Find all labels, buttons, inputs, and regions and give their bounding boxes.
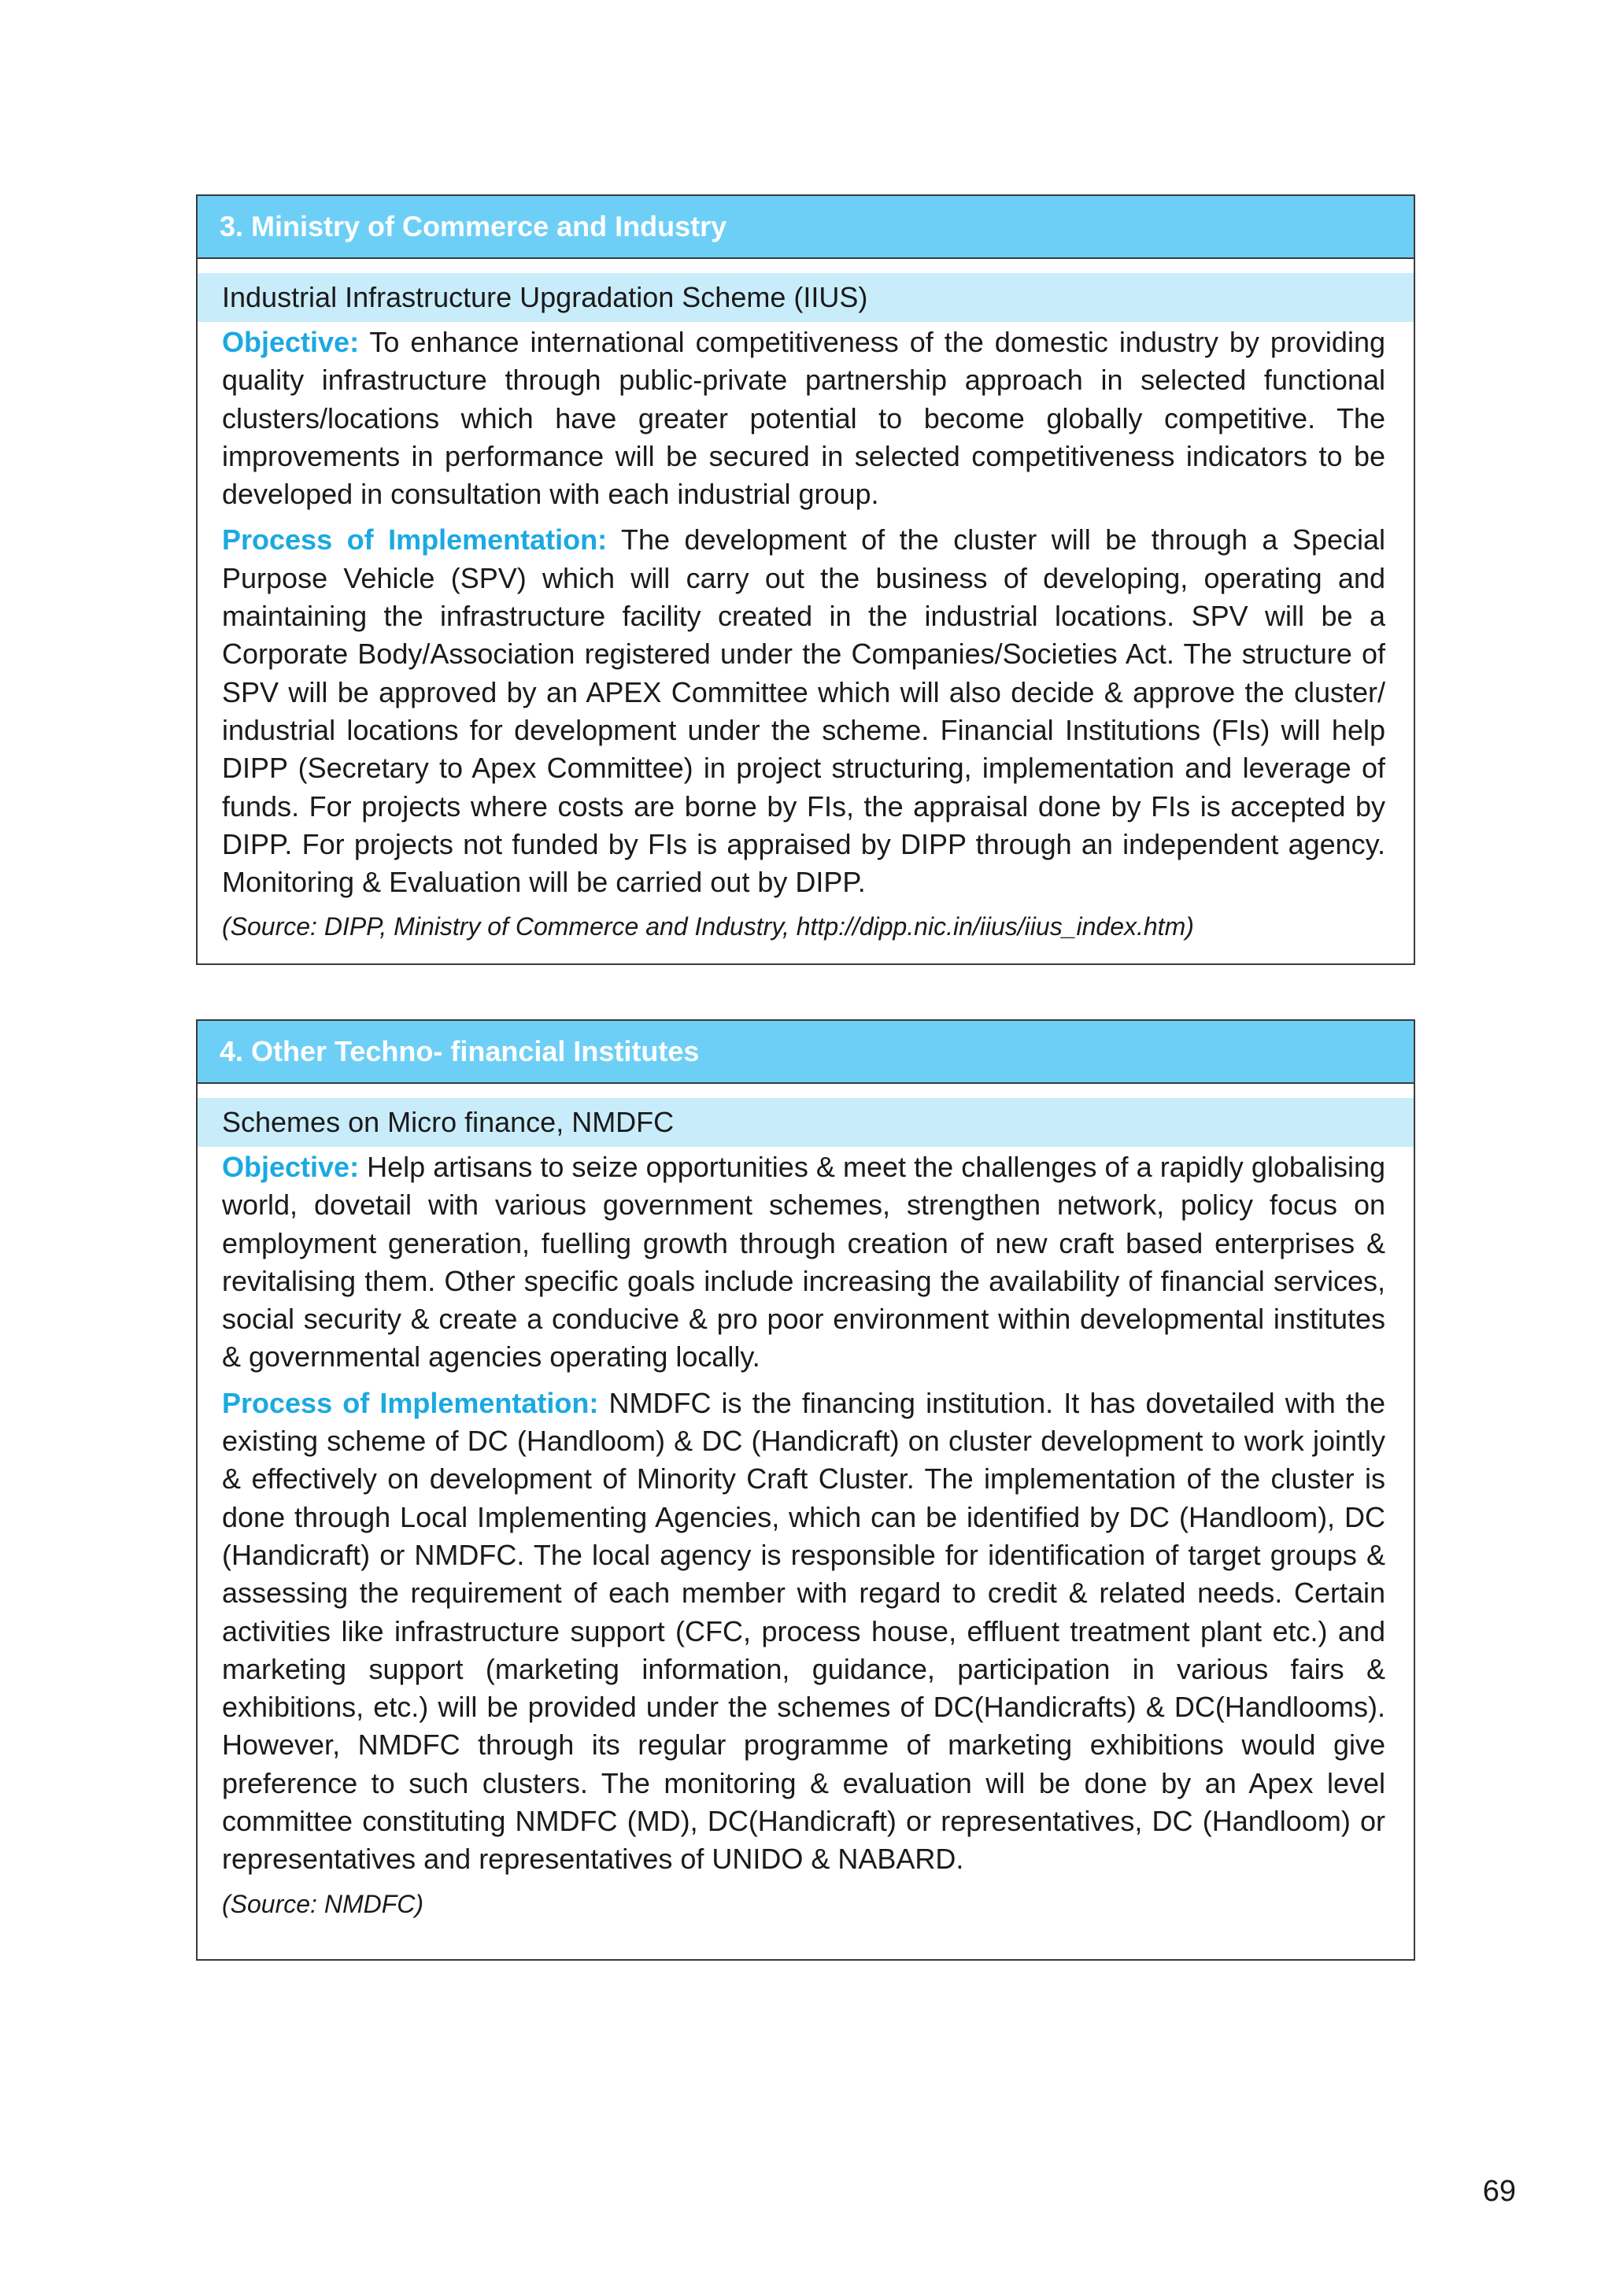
objective-text: To enhance international competitiveness of the domestic industry by providing quality infrastructure through public-private partnership approach in selected functional clusters/locations which have greater potential to become globally competitive. The improvements in performance will be secured in selected competitiveness indicators to be developed in consultation with each industrial group. — [222, 326, 1385, 511]
source-citation: (Source: DIPP, Ministry of Commerce and Industry, http://dipp.nic.in/iius/iius_index.htm) — [222, 912, 1194, 941]
scheme-title: Schemes on Micro finance, NMDFC — [198, 1098, 1414, 1147]
process-paragraph — [222, 521, 1385, 901]
process-label: Process of Implementation: — [222, 523, 608, 556]
section-title: 3. Ministry of Commerce and Industry — [220, 210, 727, 242]
source-citation: (Source: NMDFC) — [222, 1889, 424, 1918]
section-ministry-commerce — [196, 194, 1415, 965]
section-header — [198, 196, 1414, 259]
objective-text: Help artisans to seize opportunities & meet the challenges of a rapidly globalising world, dovetail with various government schemes, strengthen network, policy focus on employment generation, fuelling growth through creation of new craft based enterprises & revitalising them. Other specific goals include increasing the availability of financial services, social security & create a conducive & pro poor environment within developmental institutes & governmental agencies operating locally. — [222, 1151, 1385, 1374]
process-paragraph — [222, 1385, 1385, 1879]
process-text: The development of the cluster will be through a Special Purpose Vehicle (SPV) which will carry out the business of developing, operating and maintaining the infrastructure facility created in the industrial locations. SPV will be a Corporate Body/Association registered under the Companies/Societies Act. The structure of SPV will be approved by an APEX Committee which will also decide & approve the cluster/ industrial locations for development under the scheme. Financial Institutions (FIs) will help DIPP (Secretary to Apex Committee) in project structuring, implementation and leverage of funds. For projects where costs are borne by FIs, the appraisal done by FIs is accepted by DIPP. For projects not funded by FIs is appraised by DIPP through an independent agency. Monitoring & Evaluation will be carried out by DIPP. — [222, 523, 1385, 899]
section-content — [198, 1147, 1414, 1921]
process-label: Process of Implementation: — [222, 1386, 599, 1419]
objective-paragraph — [222, 1148, 1385, 1377]
section-techno-financial — [196, 1019, 1415, 1961]
scheme-title: Industrial Infrastructure Upgradation Scheme (IIUS) — [198, 273, 1414, 322]
objective-paragraph — [222, 324, 1385, 513]
page-number: 69 — [1482, 2175, 1516, 2208]
process-text: NMDFC is the financing institution. It has dovetailed with the existing scheme of DC (Handloom) & DC (Handicraft) on cluster development to work jointly & effectively on development of Minority Craft Cluster. The implementation of the cluster is done through Local Implementing Agencies, which can be identified by DC (Handloom), DC (Handicraft) or NMDFC. The local agency is responsible for identification of target groups & assessing the requirement of each member with regard to credit & related needs. Certain activities like infrastructure support (CFC, process house, effluent treatment plant etc.) and marketing support (marketing information, guidance, participation in various fairs & exhibitions, etc.) will be provided under the schemes of DC(Handicrafts) & DC(Handlooms). However, NMDFC through its regular programme of marketing exhibitions would give preference to such clusters. The monitoring & evaluation will be done by an Apex level committee constituting NMDFC (MD), DC(Handicraft) or representatives, DC (Handloom) or representatives and representatives of UNIDO & NABARD. — [222, 1386, 1385, 1876]
objective-label: Objective: — [222, 326, 360, 358]
section-title: 4. Other Techno- financial Institutes — [220, 1035, 700, 1067]
objective-label: Objective: — [222, 1151, 360, 1183]
section-header — [198, 1021, 1414, 1084]
section-content — [198, 322, 1414, 944]
